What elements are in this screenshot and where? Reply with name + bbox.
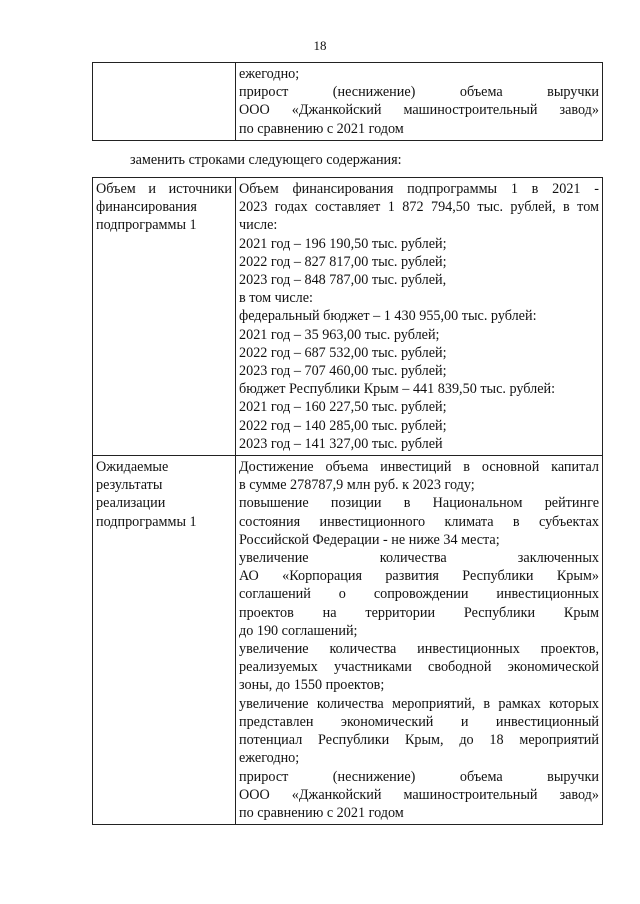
text-line: прирост (неснижение) объема выручки <box>239 84 599 101</box>
text-line: увеличение количества инвестиционных проектов, <box>239 641 599 658</box>
text-line: Российской Федерации - не ниже 34 места; <box>239 531 500 548</box>
text-line: повышение позиции в Национальном рейтинге <box>239 495 599 512</box>
text-line: в сумме 278787,9 млн руб. к 2023 году; <box>239 477 475 494</box>
text-line: 2021 год – 160 227,50 тыс. рублей; <box>239 399 447 416</box>
text-line: 2022 год – 687 532,00 тыс. рублей; <box>239 344 447 361</box>
row-content-results <box>236 456 603 825</box>
text-line: ежегодно; <box>239 750 300 767</box>
label-line: подпрограммы 1 <box>96 217 197 234</box>
text-line: увеличение количества заключенных <box>239 550 599 567</box>
text-line: проектов на территории Республики Крым <box>239 604 599 621</box>
text-line: ежегодно; <box>239 66 300 82</box>
text-line: по сравнению с 2021 годом <box>239 804 404 821</box>
text-line: прирост (неснижение) объема выручки <box>239 768 599 785</box>
text-line: соглашений о сопровождении инвестиционных <box>239 586 599 603</box>
text-line: потенциал Республики Крым, до 18 мероприятий <box>239 732 599 749</box>
label-line: результаты <box>96 477 163 494</box>
table-row <box>93 63 603 141</box>
replacement-table <box>92 177 603 825</box>
continued-table <box>92 62 603 141</box>
label-line: финансирования <box>96 199 197 216</box>
text-line: зоны, до 1550 проектов; <box>239 677 385 694</box>
row-label-results <box>93 456 236 825</box>
text-line: увеличение количества мероприятий, в рамках которых <box>239 695 599 712</box>
text-line: реализуемых участниками свободной экономической <box>239 659 599 676</box>
text-line: Достижение объема инвестиций в основной капитал <box>239 459 599 476</box>
text-line: Объем финансирования подпрограммы 1 в 2021 - <box>239 181 599 197</box>
label-line: Объем и источники <box>96 181 232 197</box>
text-line: 2023 годах составляет 1 872 794,50 тыс. рублей, в том <box>239 199 599 216</box>
row-content-financing <box>236 178 603 456</box>
text-line: 2021 год – 35 963,00 тыс. рублей; <box>239 326 440 343</box>
text-line: состояния инвестиционного климата в субъектах <box>239 513 599 530</box>
text-line: представлен экономический и инвестиционный <box>239 713 599 730</box>
table-row <box>93 456 603 825</box>
text-line: ООО «Джанкойский машиностроительный завод» <box>239 786 599 803</box>
text-line: 2021 год – 196 190,50 тыс. рублей; <box>239 235 447 252</box>
text-line: 2023 год – 707 460,00 тыс. рублей; <box>239 363 447 380</box>
page-number: 18 <box>313 38 327 53</box>
cell-text <box>239 65 599 138</box>
text-line: до 190 соглашений; <box>239 622 358 639</box>
label-line: реализации <box>96 495 166 512</box>
text-line: бюджет Республики Крым – 441 839,50 тыс. рублей: <box>239 381 556 398</box>
label-line: подпрограммы 1 <box>96 513 197 530</box>
text-line: 2022 год – 140 285,00 тыс. рублей; <box>239 417 447 434</box>
text-line: 2022 год – 827 817,00 тыс. рублей; <box>239 253 447 270</box>
text-line: 2023 год – 141 327,00 тыс. рублей <box>239 435 443 452</box>
text-line: в том числе: <box>239 290 313 307</box>
label-line: Ожидаемые <box>96 459 169 476</box>
table-cell-right <box>236 63 603 141</box>
text-line: числе: <box>239 217 278 234</box>
text-line: по сравнению с 2021 годом <box>239 120 404 137</box>
row-label-financing <box>93 178 236 456</box>
text-line: федеральный бюджет – 1 430 955,00 тыс. рублей: <box>239 308 537 325</box>
replace-instruction: заменить строками следующего содержания: <box>130 152 402 168</box>
table-cell-left <box>93 63 236 141</box>
text-line: АО «Корпорация развития Республики Крым» <box>239 568 599 585</box>
text-line: ООО «Джанкойский машиностроительный завод» <box>239 102 599 119</box>
table-row <box>93 178 603 456</box>
text-line: 2023 год – 848 787,00 тыс. рублей, <box>239 272 447 289</box>
